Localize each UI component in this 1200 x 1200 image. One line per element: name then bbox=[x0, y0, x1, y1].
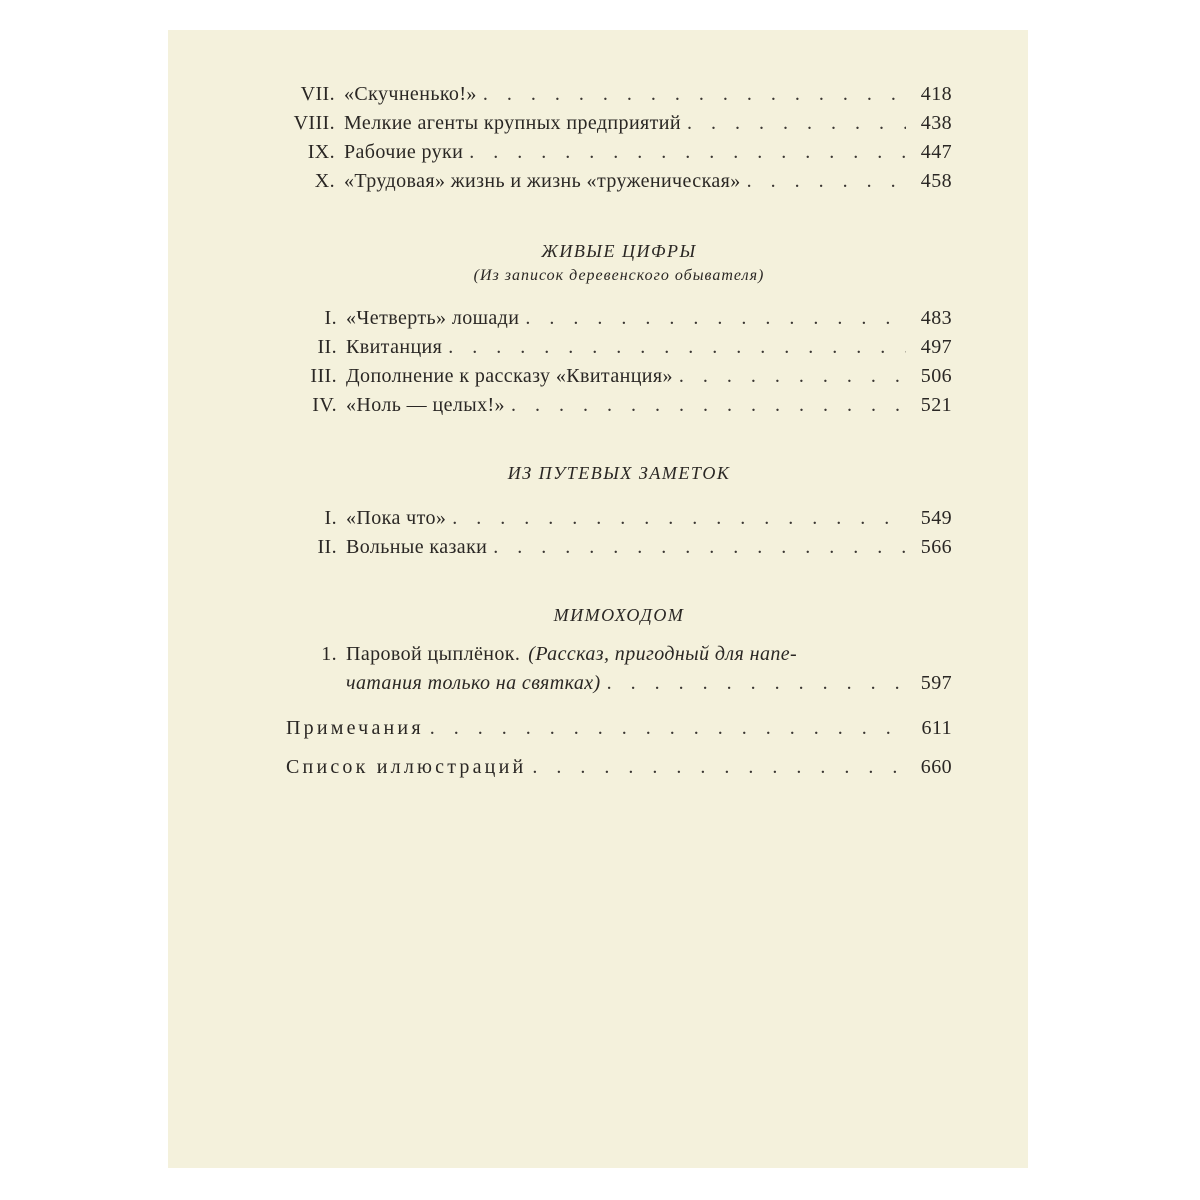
table-of-contents bbox=[286, 80, 952, 782]
book-page bbox=[168, 30, 1028, 1168]
section-title: МИМОХОДОМ bbox=[553, 605, 685, 625]
entry-title: Примечания bbox=[286, 717, 424, 739]
toc-entry bbox=[286, 109, 952, 138]
section-title: ЖИВЫЕ ЦИФРЫ bbox=[541, 241, 697, 261]
entry-page-number: 521 bbox=[920, 394, 952, 416]
dot-leader bbox=[448, 333, 906, 362]
entry-title: Паровой цыплёнок. bbox=[346, 643, 521, 665]
toc-entry bbox=[286, 391, 952, 420]
dot-leader bbox=[607, 669, 906, 698]
toc-entry-first-line bbox=[286, 640, 952, 669]
entry-title: «Ноль — целых!» bbox=[346, 394, 505, 416]
section-title: ИЗ ПУТЕВЫХ ЗАМЕТОК bbox=[507, 463, 731, 483]
toc-entry-notes bbox=[286, 714, 952, 743]
entry-note-continued: чатания только на святках) bbox=[346, 672, 601, 694]
entry-page-number: 483 bbox=[920, 307, 952, 329]
entry-title: Список иллюстраций bbox=[286, 756, 527, 778]
entry-title: Дополнение к рассказу «Квитанция» bbox=[346, 365, 673, 387]
entry-title: Квитанция bbox=[346, 336, 443, 358]
entry-title: «Четверть» лошади bbox=[346, 307, 520, 329]
entry-title: Вольные казаки bbox=[346, 536, 488, 558]
entry-page-number: 566 bbox=[920, 536, 952, 558]
dot-leader bbox=[525, 304, 906, 333]
toc-entry bbox=[286, 304, 952, 333]
toc-entry bbox=[286, 138, 952, 167]
toc-entry bbox=[286, 333, 952, 362]
entry-title: «Трудовая» жизнь и жизнь «труженическая» bbox=[344, 170, 741, 192]
toc-entry bbox=[286, 80, 952, 109]
entry-title: «Скучненько!» bbox=[344, 83, 477, 105]
toc-entry-second-line bbox=[286, 669, 952, 698]
toc-entry bbox=[286, 362, 952, 391]
entry-number: II. bbox=[317, 336, 337, 358]
entry-page-number: 447 bbox=[920, 141, 952, 163]
dot-leader bbox=[430, 714, 906, 743]
entry-page-number: 438 bbox=[920, 112, 952, 134]
entry-page-number: 458 bbox=[920, 170, 952, 192]
dot-leader bbox=[493, 533, 906, 562]
entry-page-number: 418 bbox=[920, 83, 952, 105]
dot-leader bbox=[687, 109, 906, 138]
entry-number: I. bbox=[324, 307, 337, 329]
entry-title: «Пока что» bbox=[346, 507, 447, 529]
toc-entry bbox=[286, 167, 952, 196]
entry-number: VII. bbox=[300, 83, 335, 105]
entry-number: 1. bbox=[321, 643, 337, 665]
toc-entry-illustrations bbox=[286, 753, 952, 782]
dot-leader bbox=[483, 80, 906, 109]
entry-number: X. bbox=[314, 170, 335, 192]
section-subtitle: (Из записок деревенского обывателя) bbox=[473, 267, 765, 284]
dot-leader bbox=[469, 138, 906, 167]
dot-leader bbox=[532, 753, 906, 782]
entry-page-number: 506 bbox=[920, 365, 952, 387]
entry-number: IV. bbox=[312, 394, 337, 416]
dot-leader bbox=[452, 504, 906, 533]
entry-number: II. bbox=[317, 536, 337, 558]
dot-leader bbox=[511, 391, 906, 420]
entry-page-number: 597 bbox=[920, 672, 952, 694]
entry-page-number: 660 bbox=[920, 756, 952, 778]
toc-entry bbox=[286, 504, 952, 533]
entry-number: III. bbox=[310, 365, 337, 387]
toc-entry bbox=[286, 533, 952, 562]
entry-title: Рабочие руки bbox=[344, 141, 464, 163]
entry-number: IX. bbox=[307, 141, 335, 163]
entry-number: VIII. bbox=[293, 112, 335, 134]
dot-leader bbox=[747, 167, 906, 196]
entry-page-number: 611 bbox=[921, 717, 952, 739]
entry-page-number: 497 bbox=[920, 336, 952, 358]
entry-number: I. bbox=[324, 507, 337, 529]
entry-note: (Рассказ, пригодный для напе- bbox=[528, 643, 798, 665]
dot-leader bbox=[679, 362, 906, 391]
entry-title: Мелкие агенты крупных предприятий bbox=[344, 112, 681, 134]
entry-page-number: 549 bbox=[920, 507, 952, 529]
